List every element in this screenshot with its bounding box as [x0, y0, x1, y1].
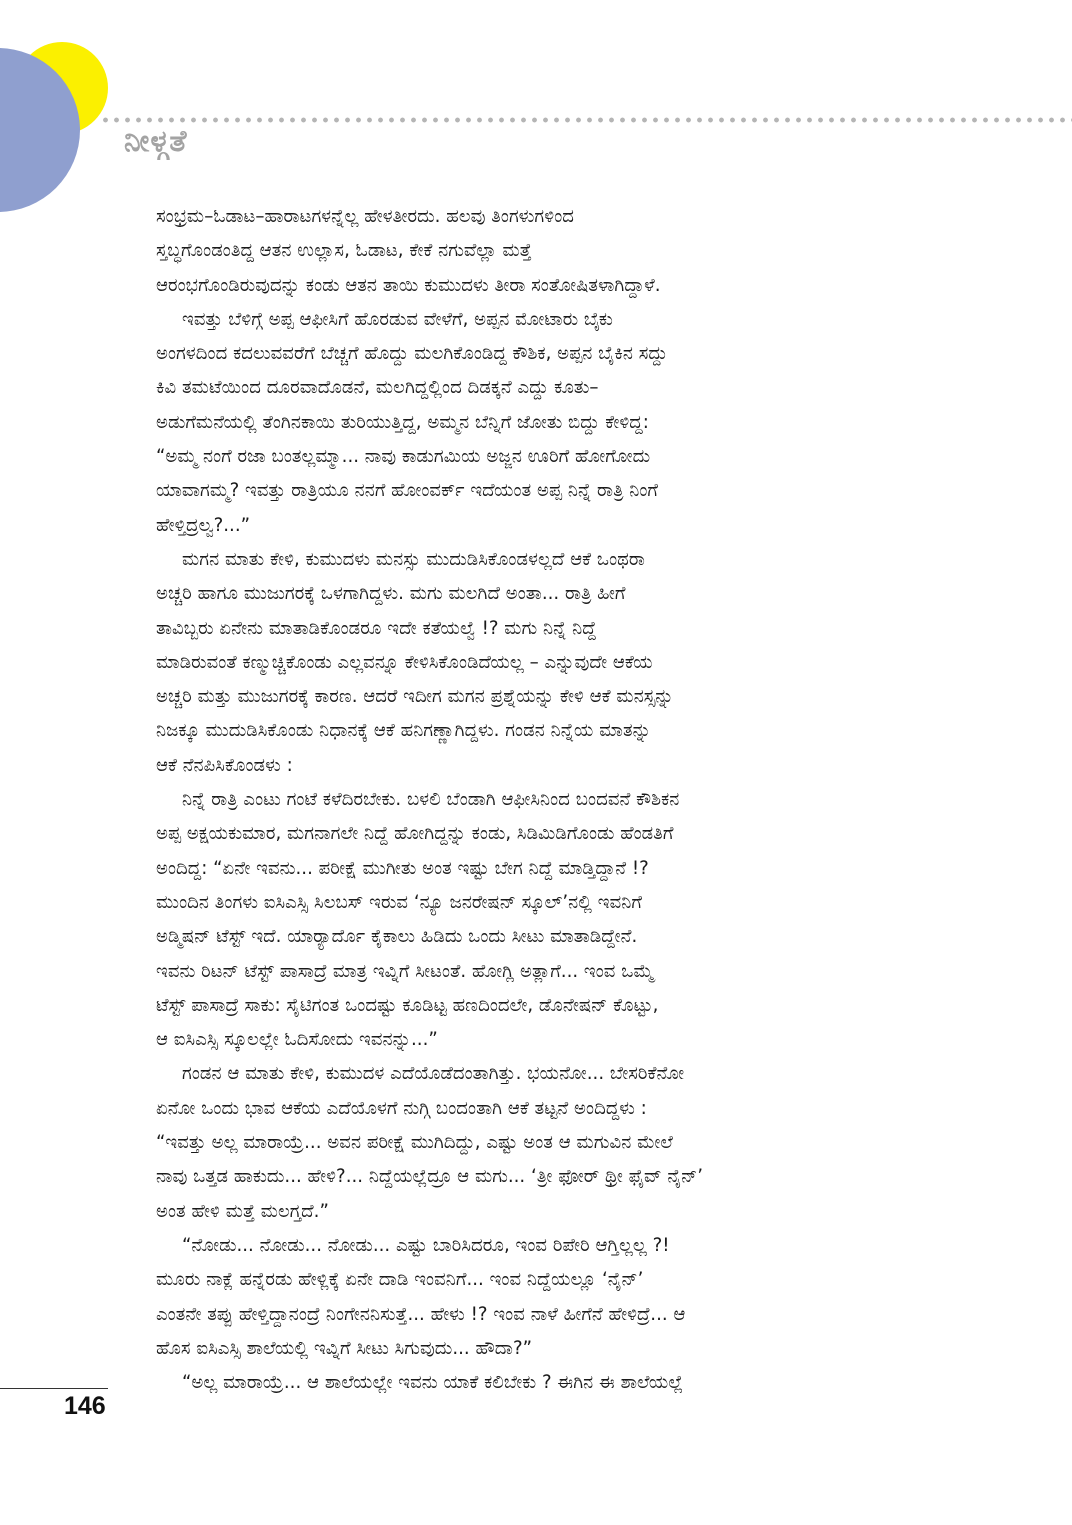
text-line: ಹೇಳ್ತಿದ್ರಲ್ವ?...” [156, 514, 251, 536]
text-line: ಹೊಸ ಐಸಿಎಸ್ಸಿ ಶಾಲೆಯಲ್ಲಿ ಇವ್ನಿಗೆ ಸೀಟು ಸಿಗುವುದು... ಹೌದಾ?” [156, 1337, 533, 1359]
text-line: ಟೆಸ್ಟ್ ಪಾಸಾದ್ರೆ ಸಾಕು: ಸೈಟಿಗಂತ ಒಂದಷ್ಟು ಕೂಡಿಟ್ಟ ಹಣದಿಂದಲೇ, ಡೊನೇಷನ್ ಕೊಟ್ಟು, [156, 994, 659, 1016]
text-line: ಅಪ್ಪ ಅಕ್ಷಯಕುಮಾರ, ಮಗನಾಗಲೇ ನಿದ್ದೆ ಹೋಗಿದ್ದನ್ನು ಕಂಡು, ಸಿಡಿಮಿಡಿಗೊಂಡು ಹೆಂಡತಿಗೆ [156, 823, 674, 845]
text-line: “ಅಮ್ಮ ನಂಗೆ ರಜಾ ಬಂತಲ್ಲಮ್ಮಾ... ನಾವು ಕಾಡುಗಮಿಯ ಅಜ್ಜನ ಊರಿಗೆ ಹೋಗೋದು [156, 446, 651, 468]
text-line: ಯಾವಾಗಮ್ಮ? ಇವತ್ತು ರಾತ್ರಿಯೂ ನನಗೆ ಹೋಂವರ್ಕ್ ಇದೆಯಂತ ಅಪ್ಪ ನಿನ್ನೆ ರಾತ್ರಿ ನಿಂಗೆ [156, 480, 659, 502]
text-line: ಆಕೆ ನೆನಪಿಸಿಕೊಂಡಳು : [156, 754, 293, 776]
text-line: ಗಂಡನ ಆ ಮಾತು ಕೇಳಿ, ಕುಮುದಳ ಎದೆಯೊಡೆದಂತಾಗಿತ್ತು. ಭಯನೋ... ಬೇಸರಿಕೆನೋ [182, 1063, 685, 1085]
text-line: ಮುಂದಿನ ತಿಂಗಳು ಐಸಿಎಸ್ಸಿ ಸಿಲಬಸ್ ಇರುವ ‘ನ್ಯೂ ಜನರೇಷನ್ ಸ್ಕೂಲ್’ನಲ್ಲಿ ಇವನಿಗೆ [156, 891, 642, 913]
text-line: ಆರಂಭಗೊಂಡಿರುವುದನ್ನು ಕಂಡು ಆತನ ತಾಯಿ ಕುಮುದಳು ತೀರಾ ಸಂತೋಷಿತಳಾಗಿದ್ದಾಳೆ. [156, 274, 661, 296]
text-line: ಏನೋ ಒಂದು ಭಾವ ಆಕೆಯ ಎದೆಯೊಳಗೆ ನುಗ್ಗಿ ಬಂದಂತಾಗಿ ಆಕೆ ತಟ್ಟನೆ ಅಂದಿದ್ದಳು : [156, 1097, 647, 1119]
text-line: ಅಡುಗೆಮನೆಯಲ್ಲಿ ತೆಂಗಿನಕಾಯಿ ತುರಿಯುತ್ತಿದ್ದ, ಅಮ್ಮನ ಬೆನ್ನಿಗೆ ಜೋತು ಬಿದ್ದು ಕೇಳಿದ್ದ: [156, 411, 649, 433]
footer-rule [0, 1388, 108, 1389]
text-line: ಇವನು ರಿಟನ್ ಟೆಸ್ಟ್ ಪಾಸಾದ್ರೆ ಮಾತ್ರ ಇವ್ನಿಗೆ ಸೀಟಂತೆ. ಹೋಗ್ಲಿ ಅತ್ಲಾಗೆ... ಇಂವ ಒಮ್ಮೆ [156, 960, 654, 982]
page-number: 146 [64, 1392, 106, 1420]
corner-decoration [0, 0, 130, 220]
text-line: ನಿಜಕ್ಕೂ ಮುದುಡಿಸಿಕೊಂಡು ನಿಧಾನಕ್ಕೆ ಆಕೆ ಹನಿಗಣ್ಣಾಗಿದ್ದಳು. ಗಂಡನ ನಿನ್ನೆಯ ಮಾತನ್ನು [156, 720, 651, 742]
text-line: ಮೂರು ನಾಕ್ಲೆ ಹನ್ನೆರಡು ಹೇಳ್ಲಿಕ್ಕೆ ಏನೇ ದಾಡಿ ಇಂವನಿಗೆ... ಇಂವ ನಿದ್ದೆಯಲ್ಲೂ ‘ನೈನ್’ [156, 1269, 644, 1291]
text-line: ಅಡ್ಮಿಷನ್ ಟೆಸ್ಟ್ ಇದೆ. ಯಾರ್‍ಯಾರ್ದೊ ಕೈಕಾಲು ಹಿಡಿದು ಒಂದು ಸೀಟು ಮಾತಾಡಿದ್ದೇನೆ. [156, 926, 638, 948]
header-dotted-rule [100, 116, 1072, 124]
text-line: ಮಗನ ಮಾತು ಕೇಳಿ, ಕುಮುದಳು ಮನಸ್ಸು ಮುದುಡಿಸಿಕೊಂಡಳಲ್ಲದೆ ಆಕೆ ಒಂಥರಾ [182, 548, 645, 570]
text-line: ಎಂತನೇ ತಪ್ಪು ಹೇಳ್ತಿದ್ದಾನಂದ್ರೆ ನಿಂಗೇನನಿಸುತ್ತೆ... ಹೇಳು !? ಇಂವ ನಾಳೆ ಹೀಗೆನೆ ಹೇಳಿದ್ರೆ... ಆ [156, 1303, 686, 1325]
text-line: ಅಂಗಳದಿಂದ ಕದಲುವವರೆಗೆ ಬೆಚ್ಚಗೆ ಹೊದ್ದು ಮಲಗಿಕೊಂಡಿದ್ದ ಕೌಶಿಕ, ಅಪ್ಪನ ಬೈಕಿನ ಸದ್ದು [156, 343, 668, 365]
text-line: ತಾವಿಬ್ಬರು ಏನೇನು ಮಾತಾಡಿಕೊಂಡರೂ ಇದೇ ಕತೆಯಲ್ವೆ !? ಮಗು ನಿನ್ನೆ ನಿದ್ದೆ [156, 617, 597, 639]
text-line: ನಿನ್ನೆ ರಾತ್ರಿ ಎಂಟು ಗಂಟೆ ಕಳೆದಿರಬೇಕು. ಬಳಲಿ ಬೆಂಡಾಗಿ ಆಫೀಸಿನಿಂದ ಬಂದವನೆ ಕೌಶಿಕನ [182, 789, 680, 811]
text-line: ಸಂಭ್ರಮ–ಓಡಾಟ–ಹಾರಾಟಗಳನ್ನೆಲ್ಲ ಹೇಳತೀರದು. ಹಲವು ತಿಂಗಳುಗಳಿಂದ [156, 206, 574, 227]
text-line: “ನೋಡು... ನೋಡು... ನೋಡು... ಎಷ್ಟು ಬಾರಿಸಿದರೂ, ಇಂವ ರಿಪೇರಿ ಆಗ್ತಿಲ್ಲಲ್ಲ ?! [182, 1234, 670, 1256]
text-line: ನಾವು ಒತ್ತಡ ಹಾಕುದು... ಹೇಳಿ?... ನಿದ್ದೆಯಲ್ಲೆದ್ರೂ ಆ ಮಗು... ‘ತ್ರೀ ಫೋರ್ ಥ್ರೀ ಫೈವ್ ನೈನ್’ [156, 1166, 704, 1188]
text-line: “ಇವತ್ತು ಅಲ್ಲ ಮಾರಾಯ್ರೆ... ಅವನ ಪರೀಕ್ಷೆ ಮುಗಿದಿದ್ದು, ಎಷ್ಟು ಅಂತ ಆ ಮಗುವಿನ ಮೇಲೆ [156, 1132, 673, 1154]
text-line: ಅಂದಿದ್ದ: “ಏನೇ ಇವನು... ಪರೀಕ್ಷೆ ಮುಗೀತು ಅಂತ ಇಷ್ಟು ಬೇಗ ನಿದ್ದೆ ಮಾಡ್ತಿದ್ದಾನೆ !? [156, 857, 649, 879]
text-line: ಕಿವಿ ತಮಟೆಯಿಂದ ದೂರವಾದೊಡನೆ, ಮಲಗಿದ್ದಲ್ಲಿಂದ ದಿಡಕ್ಕನೆ ಎದ್ದು ಕೂತು– [156, 377, 599, 399]
text-line: “ಅಲ್ಲ ಮಾರಾಯ್ರೆ... ಆ ಶಾಲೆಯಲ್ಲೇ ಇವನು ಯಾಕೆ ಕಲಿಬೇಕು ? ಈಗಿನ ಈ ಶಾಲೆಯಲ್ಲೆ [182, 1372, 684, 1394]
chapter-title: ನೀಳ್ಗತೆ [124, 124, 188, 159]
text-line: ಸ್ತಬ್ಧಗೊಂಡಂತಿದ್ದ ಆತನ ಉಲ್ಲಾಸ, ಓಡಾಟ, ಕೇಕೆ ನಗುವೆಲ್ಲಾ ಮತ್ತೆ [156, 240, 532, 262]
text-line: ಇವತ್ತು ಬೆಳಿಗ್ಗೆ ಅಪ್ಪ ಆಫೀಸಿಗೆ ಹೊರಡುವ ವೇಳೆಗೆ, ಅಪ್ಪನ ಮೋಟಾರು ಬೈಕು [182, 308, 613, 330]
text-line: ಅಚ್ಚರಿ ಹಾಗೂ ಮುಜುಗರಕ್ಕೆ ಒಳಗಾಗಿದ್ದಳು. ಮಗು ಮಲಗಿದೆ ಅಂತಾ... ರಾತ್ರಿ ಹೀಗೆ [156, 583, 626, 605]
text-line: ಅಚ್ಚರಿ ಮತ್ತು ಮುಜುಗರಕ್ಕೆ ಕಾರಣ. ಆದರೆ ಇದೀಗ ಮಗನ ಪ್ರಶ್ನೆಯನ್ನು ಕೇಳಿ ಆಕೆ ಮನಸ್ಸನ್ನು [156, 686, 674, 708]
text-line: ಅಂತ ಹೇಳಿ ಮತ್ತೆ ಮಲಗ್ತದೆ.” [156, 1200, 329, 1222]
text-line: ಆ ಐಸಿಎಸ್ಸಿ ಸ್ಕೂಲಲ್ಲೇ ಓದಿಸೋದು ಇವನನ್ನು...” [156, 1029, 438, 1051]
text-line: ಮಾಡಿರುವಂತೆ ಕಣ್ಮುಚ್ಚಿಕೊಂಡು ಎಲ್ಲವನ್ನೂ ಕೇಳಿಸಿಕೊಂಡಿದೆಯಲ್ಲ – ಎನ್ನುವುದೇ ಆಕೆಯ [156, 651, 653, 673]
story-text [156, 200, 908, 1400]
